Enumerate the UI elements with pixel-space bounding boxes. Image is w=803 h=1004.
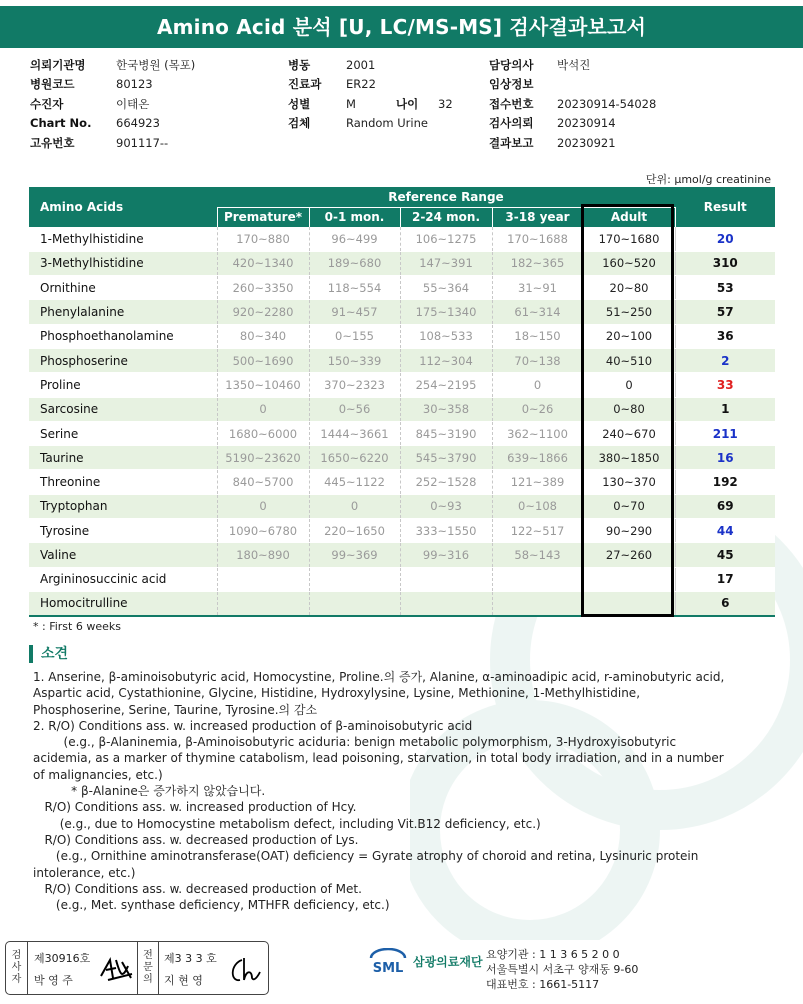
amino-acid-name: Threonine [29,470,217,494]
table-row [29,324,775,348]
reference-cell: 121~389 [492,470,583,494]
comment-line: intolerance, etc.) [33,865,136,880]
results-table-body [29,227,775,616]
info-value: 901117-- [116,135,169,150]
reference-cell: 920~2280 [217,300,309,324]
result-value: 211 [675,421,775,445]
reference-cell: 170~1688 [492,227,583,251]
info-label: 임상정보 [489,77,534,92]
reference-cell: 420~1340 [217,251,309,275]
reference-cell: 18~150 [492,324,583,348]
info-label: 검사의뢰 [489,116,534,131]
adult-reference-cell [583,567,675,591]
info-label: Chart No. [30,116,92,131]
reference-cell [400,567,492,591]
result-value: 36 [675,324,775,348]
signature-box [5,941,269,995]
reference-cell: 61~314 [492,300,583,324]
comment-line: R/O) Conditions ass. w. decreased production of Lys. [33,832,359,847]
age-value: 32 [438,96,453,111]
reference-cell: 30~358 [400,397,492,421]
comment-line: R/O) Conditions ass. w. decreased production of Met. [33,881,362,896]
table-row [29,227,775,251]
table-row [29,567,775,591]
reference-cell: 445~1122 [309,470,400,494]
reference-cell: 0~56 [309,397,400,421]
comment-line: 2. R/O) Conditions ass. w. increased production of β-aminoisobutyric acid [33,718,473,733]
info-label: 진료과 [288,77,322,92]
adult-reference-cell: 20~80 [583,276,675,300]
patient-info-left [30,55,195,153]
reference-cell: 31~91 [492,276,583,300]
adult-reference-cell: 240~670 [583,421,675,445]
adult-reference-cell: 27~260 [583,543,675,567]
info-value: ER22 [346,77,376,92]
reference-cell [492,591,583,615]
comment-line: Phosphoserine, Serine, Taurine, Tyrosine.의 감소 [33,702,318,717]
result-value: 6 [675,591,775,615]
patient-info-middle [288,55,453,133]
info-value: 20230921 [557,135,616,150]
result-value: 2 [675,348,775,372]
table-row [29,591,775,615]
comment-line: acidemia, as a marker of thymine catabolism, lead poisoning, starvation, in total body irradiation, and in a number [33,751,724,766]
amino-acid-name: Ornithine [29,276,217,300]
amino-acid-name: Taurine [29,446,217,470]
table-row [29,446,775,470]
reference-cell: 1090~6780 [217,519,309,543]
reference-cell: 0~108 [492,494,583,518]
verifier-name: 지 현 영 [164,974,203,987]
reference-cell: 122~517 [492,519,583,543]
reference-cell: 175~1340 [400,300,492,324]
reference-cell: 80~340 [217,324,309,348]
table-row [29,251,775,275]
amino-acid-name: Phenylalanine [29,300,217,324]
header-range-2-24-mon: 2-24 mon. [400,207,492,227]
comment-line: (e.g., Met. synthase deficiency, MTHFR deficiency, etc.) [33,898,390,913]
verifier-label: 전 문 의 [137,942,159,994]
amino-acid-name: Phosphoserine [29,348,217,372]
info-value: 664923 [116,116,160,131]
result-value: 310 [675,251,775,275]
result-value: 45 [675,543,775,567]
reference-cell: 180~890 [217,543,309,567]
info-value: M [346,96,356,111]
verifier-signature-image [228,954,262,986]
result-value: 69 [675,494,775,518]
table-row [29,373,775,397]
institution-phone: 대표번호 : 1661-5117 [486,978,600,991]
adult-reference-cell: 51~250 [583,300,675,324]
reference-cell: 1680~6000 [217,421,309,445]
comment-title: 소견 [29,645,68,663]
reference-cell: 0 [309,494,400,518]
adult-reference-cell: 160~520 [583,251,675,275]
info-label: 결과보고 [489,135,534,150]
info-value: 20230914-54028 [557,96,657,111]
tester-label: 검 사 자 [6,942,28,994]
reference-cell: 0 [217,494,309,518]
reference-cell: 500~1690 [217,348,309,372]
result-value: 17 [675,567,775,591]
result-value: 33 [675,373,775,397]
results-table-wrapper [29,187,775,617]
results-table [29,187,775,617]
table-row [29,421,775,445]
reference-cell [309,567,400,591]
info-value: 80123 [116,77,153,92]
reference-cell: 370~2323 [309,373,400,397]
table-row [29,543,775,567]
amino-acid-name: Homocitrulline [29,591,217,615]
table-row [29,397,775,421]
amino-acid-name: Serine [29,421,217,445]
reference-cell: 0~93 [400,494,492,518]
reference-cell: 189~680 [309,251,400,275]
institution-logo-name: 삼광의료재단 [413,954,483,969]
tester-signature-image [98,952,134,986]
header-reference-range: Reference Range [217,187,675,207]
reference-cell: 254~2195 [400,373,492,397]
info-label: 검체 [288,116,311,131]
comment-body [33,669,768,913]
table-row [29,494,775,518]
institution-address: 서울특별시 서초구 양재동 9-60 [486,963,639,976]
adult-reference-cell: 0~80 [583,397,675,421]
reference-cell [217,567,309,591]
info-label: 성별 [288,96,311,111]
age-label: 나이 [396,96,419,111]
reference-cell: 91~457 [309,300,400,324]
result-value: 16 [675,446,775,470]
reference-cell: 118~554 [309,276,400,300]
comment-line: 1. Anserine, β-aminoisobutyric acid, Homocystine, Proline.의 증가, Alanine, α-aminoadipic acid, r-aminobutyric acid, [33,670,725,684]
comment-line: R/O) Conditions ass. w. increased production of Hcy. [33,800,357,815]
info-label: 수진자 [30,96,64,111]
result-value: 44 [675,519,775,543]
adult-reference-cell: 40~510 [583,348,675,372]
footnote: * : First 6 weeks [33,620,121,633]
result-value: 192 [675,470,775,494]
info-label: 고유번호 [30,135,75,150]
amino-acid-name: 3-Methylhistidine [29,251,217,275]
reference-cell: 1650~6220 [309,446,400,470]
amino-acid-name: Sarcosine [29,397,217,421]
result-value: 1 [675,397,775,421]
amino-acid-name: Proline [29,373,217,397]
reference-cell [400,591,492,615]
info-value: 2001 [346,57,376,72]
comment-line: * β-Alanine은 증가하지 않았습니다. [33,784,266,799]
adult-reference-cell: 0~70 [583,494,675,518]
comment-line: (e.g., Ornithine aminotransferase(OAT) deficiency = Gyrate atrophy of choroid and retina, Lysinuric protein [33,849,699,864]
reference-cell: 108~533 [400,324,492,348]
header-amino-acids: Amino Acids [29,187,217,227]
tester-license-no: 제30916호 [34,952,91,965]
header-range-premature: Premature* [217,207,309,227]
info-label: 담당의사 [489,57,534,72]
table-row [29,519,775,543]
reference-cell: 0~155 [309,324,400,348]
reference-cell [217,591,309,615]
report-title: Amino Acid 분석 [U, LC/MS-MS] 검사결과보고서 [0,6,803,48]
reference-cell: 845~3190 [400,421,492,445]
reference-cell: 1350~10460 [217,373,309,397]
reference-cell: 0 [492,373,583,397]
header-range-0-1-mon: 0-1 mon. [309,207,400,227]
result-value: 53 [675,276,775,300]
reference-cell: 106~1275 [400,227,492,251]
info-label: 병원코드 [30,77,75,92]
adult-reference-cell [583,591,675,615]
amino-acid-name: Valine [29,543,217,567]
info-value: 한국병원 (목포) [116,57,196,72]
adult-reference-cell: 170~1680 [583,227,675,251]
reference-cell: 362~1100 [492,421,583,445]
reference-cell: 55~364 [400,276,492,300]
reference-cell: 220~1650 [309,519,400,543]
tester-name: 박 영 주 [34,974,73,987]
adult-reference-cell: 0 [583,373,675,397]
unit-label: 단위: μmol/g creatinine [645,173,771,186]
reference-cell: 70~138 [492,348,583,372]
reference-cell: 639~1866 [492,446,583,470]
info-value: 이태온 [116,96,150,111]
reference-cell: 0~26 [492,397,583,421]
header-range-3-18-year: 3-18 year [492,207,583,227]
result-value: 20 [675,227,775,251]
table-row [29,470,775,494]
header-result: Result [675,187,775,227]
adult-reference-cell: 380~1850 [583,446,675,470]
info-label: 병동 [288,57,311,72]
reference-cell: 150~339 [309,348,400,372]
reference-cell: 260~3350 [217,276,309,300]
table-row [29,276,775,300]
reference-cell: 182~365 [492,251,583,275]
amino-acid-name: 1-Methylhistidine [29,227,217,251]
amino-acid-name: Argininosuccinic acid [29,567,217,591]
reference-cell: 58~143 [492,543,583,567]
verifier-license-no: 제3 3 3 호 [164,952,217,965]
table-row [29,300,775,324]
result-value: 57 [675,300,775,324]
reference-cell: 0 [217,397,309,421]
info-label: 의뢰기관명 [30,57,86,72]
info-value: 박석진 [557,57,591,72]
comment-line: Aspartic acid, Cystathionine, Glycine, Histidine, Hydroxylysine, Lysine, Methionine, 1-Methylhistidine, [33,686,641,701]
reference-cell: 840~5700 [217,470,309,494]
adult-reference-cell: 90~290 [583,519,675,543]
reference-cell: 545~3790 [400,446,492,470]
table-row [29,348,775,372]
reference-cell: 5190~23620 [217,446,309,470]
info-value: 20230914 [557,116,616,131]
logo-mark-text: SML [372,961,404,974]
sml-logo-icon [367,948,409,974]
comment-line: (e.g., β-Alaninemia, β-Aminoisobutyric aciduria: benign metabolic polymorphism, 3-Hydroxyisobutyric [33,735,677,750]
reference-cell: 112~304 [400,348,492,372]
reference-cell [492,567,583,591]
adult-reference-cell: 20~100 [583,324,675,348]
institution-info [486,947,638,992]
institution-logo [367,948,483,974]
reference-cell: 99~369 [309,543,400,567]
reference-cell [309,591,400,615]
reference-cell: 170~880 [217,227,309,251]
adult-reference-cell: 130~370 [583,470,675,494]
info-value: Random Urine [346,116,428,131]
reference-cell: 1444~3661 [309,421,400,445]
institution-code: 요양기관 : 1 1 3 6 5 2 0 0 [486,948,620,961]
reference-cell: 252~1528 [400,470,492,494]
reference-cell: 99~316 [400,543,492,567]
info-label: 접수번호 [489,96,534,111]
patient-info-right [489,55,656,153]
amino-acid-name: Tryptophan [29,494,217,518]
reference-cell: 147~391 [400,251,492,275]
amino-acid-name: Tyrosine [29,519,217,543]
comment-line: of malignancies, etc.) [33,767,163,782]
amino-acid-name: Phosphoethanolamine [29,324,217,348]
comment-line: (e.g., due to Homocystine metabolism defect, including Vit.B12 deficiency, etc.) [33,816,541,831]
reference-cell: 96~499 [309,227,400,251]
reference-cell: 333~1550 [400,519,492,543]
header-range-adult: Adult [583,207,675,227]
